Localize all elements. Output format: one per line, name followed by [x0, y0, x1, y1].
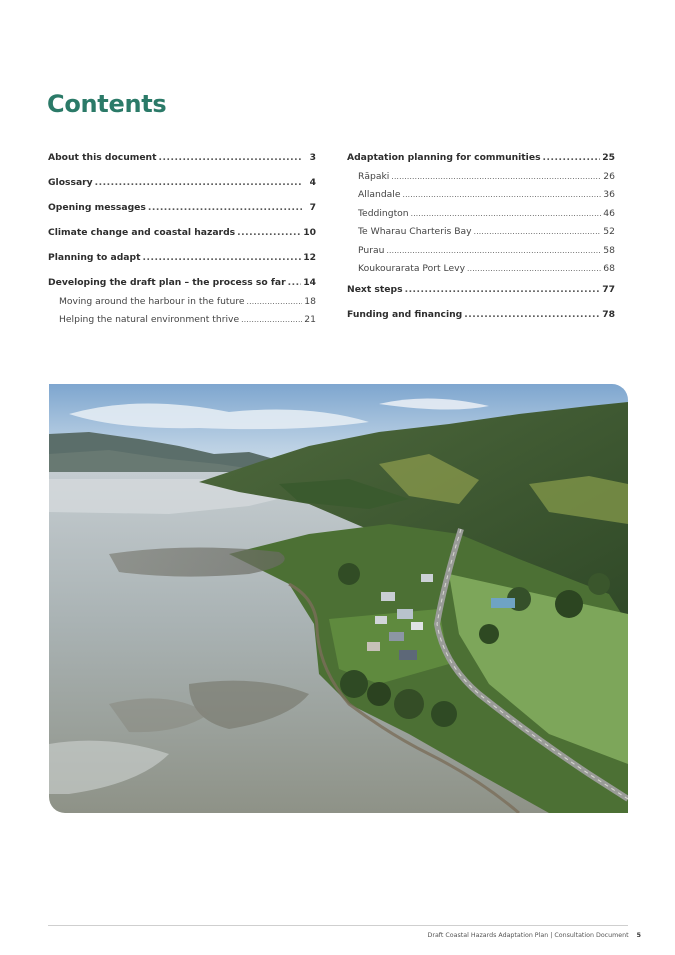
toc-entry-page: 12: [303, 252, 316, 263]
toc-leader-dots: [237, 225, 301, 241]
toc-leader-dots: [148, 200, 302, 216]
toc-entry-page: 25: [602, 152, 615, 163]
toc-entry-label: Climate change and coastal hazards: [48, 227, 236, 238]
aerial-coastline-photo: [49, 384, 628, 813]
toc-subentry[interactable]: [347, 206, 615, 225]
toc-leader-dots: [405, 282, 601, 298]
toc-entry-page: 7: [309, 202, 316, 213]
toc-leader-dots: [247, 294, 302, 310]
toc-leader-dots: [391, 169, 601, 185]
toc-entry-page: 3: [309, 152, 316, 163]
toc-entry-label: Koukourarata Port Levy: [358, 263, 466, 274]
toc-entry-page: 68: [603, 263, 615, 274]
toc-entry-label: Teddington: [358, 207, 409, 219]
toc-entry-page: 21: [304, 314, 316, 325]
aerial-photo-illustration: [49, 384, 628, 813]
toc-entry-label: Adaptation planning for communities: [347, 152, 541, 163]
toc-leader-dots: [159, 150, 303, 166]
toc-subentry[interactable]: [347, 187, 615, 206]
toc-entry[interactable]: [347, 150, 615, 169]
toc-entry-label: Funding and financing: [347, 308, 463, 320]
toc-leader-dots: [288, 275, 302, 291]
toc-leader-dots: [467, 261, 601, 277]
toc-entry-label: Glossary: [48, 177, 93, 188]
toc-entry-label: Allandale: [358, 189, 401, 200]
toc-subentry[interactable]: [347, 224, 615, 243]
toc-subentry[interactable]: [347, 261, 615, 280]
toc-entry-label: Next steps: [347, 283, 403, 295]
toc-entry-page: 10: [303, 227, 316, 238]
toc-leader-dots: [543, 150, 601, 166]
toc-subentry[interactable]: [48, 294, 316, 313]
page-footer: [428, 932, 641, 939]
toc-leader-dots: [403, 187, 601, 203]
toc-right-column: [347, 150, 615, 332]
toc-entry-page: 46: [603, 207, 615, 219]
footer-divider: [48, 925, 628, 926]
toc-leader-dots: [464, 307, 600, 323]
page-number: 5: [636, 932, 641, 939]
toc-entry-label: Helping the natural environment thrive: [59, 314, 240, 325]
toc-entry[interactable]: [48, 275, 316, 294]
page-title: Contents: [47, 90, 167, 118]
toc-entry-label: Opening messages: [48, 202, 146, 213]
toc-leader-dots: [241, 312, 302, 328]
toc-entry-page: 77: [602, 283, 615, 295]
toc-subentry[interactable]: [347, 243, 615, 262]
toc-entry-page: 4: [309, 177, 316, 188]
toc-leader-dots: [474, 224, 601, 240]
toc-entry[interactable]: [48, 250, 316, 275]
toc-entry[interactable]: [48, 175, 316, 200]
toc-leader-dots: [411, 206, 601, 222]
toc-entry-page: 26: [603, 170, 615, 182]
toc-entry-label: Moving around the harbour in the future: [59, 295, 245, 307]
toc-entry-label: Planning to adapt: [48, 252, 141, 263]
toc-subentry[interactable]: [48, 312, 316, 331]
footer-document-title: Draft Coastal Hazards Adaptation Plan | Consultation Document: [427, 932, 629, 939]
toc-entry[interactable]: [347, 307, 615, 332]
toc-leader-dots: [95, 175, 302, 191]
toc-entry-label: Rāpaki: [358, 170, 390, 182]
toc-entry[interactable]: [347, 282, 615, 307]
toc-entry-page: 14: [303, 277, 316, 288]
toc-entry-page: 78: [602, 308, 615, 320]
toc-entry-label: Te Wharau Charteris Bay: [358, 226, 472, 237]
toc-leader-dots: [386, 243, 601, 259]
toc-subentry[interactable]: [347, 169, 615, 188]
toc-left-column: [48, 150, 316, 331]
toc-entry-label: Developing the draft plan – the process so far: [48, 277, 286, 288]
toc-entry-page: 58: [603, 244, 615, 256]
toc-entry-page: 18: [304, 295, 316, 307]
toc-entry[interactable]: [48, 150, 316, 175]
toc-entry-label: About this document: [48, 152, 157, 163]
toc-entry-page: 52: [603, 226, 615, 237]
toc-leader-dots: [142, 250, 301, 266]
toc-entry[interactable]: [48, 200, 316, 225]
toc-entry-page: 36: [603, 189, 615, 200]
toc-entry-label: Purau: [358, 244, 385, 256]
toc-entry[interactable]: [48, 225, 316, 250]
